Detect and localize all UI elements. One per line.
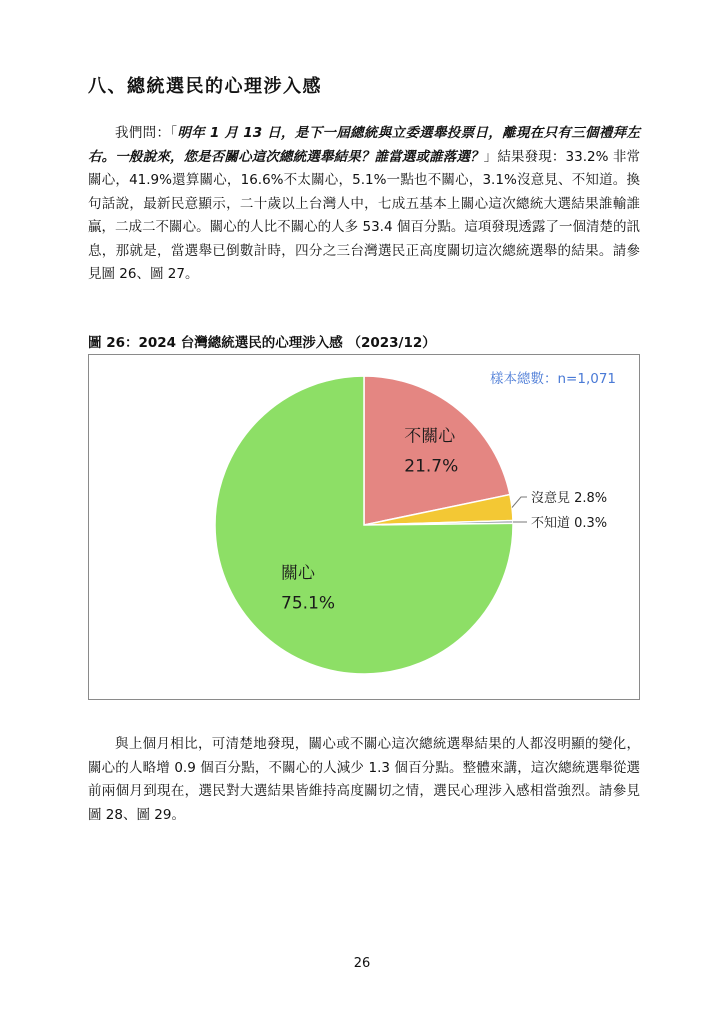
slice-outside-label: 不知道 0.3% bbox=[531, 516, 608, 531]
survey-question: 明年 1 月 13 日，是下一屆總統與立委選舉投票日，離現在只有三個禮拜左右。一般說來，您是否關心這次總統選舉結果？誰當選或誰落選？ bbox=[88, 125, 641, 165]
slice-name-label: 不關心 bbox=[404, 426, 456, 447]
pie-chart bbox=[89, 355, 639, 699]
paragraph-intro: 我們問：「 bbox=[115, 125, 178, 141]
page-number: 26 bbox=[353, 956, 371, 971]
paragraph-rest: 」結果發現：33.2% 非常關心，41.9%還算關心，16.6%不太關心，5.1%一點也不關心，3.1%沒意見、不知道。換句話說，最新民意顯示，二十歲以上台灣人中，七成五基本上關心這次總統大選結果誰輸誰贏，二成二不關心。關心的人比不關心的人多 53.4 個百分點。這項發現透露了一個清楚的訊息，那就是，當選舉已倒數計時，四分之三台灣選民正高度關切這次總統選舉的結果。請參見圖 26、圖 27。 bbox=[88, 148, 640, 282]
figure-caption: 圖 26：2024 台灣總統選民的心理涉入感 （2023/12） bbox=[88, 335, 436, 351]
pie-chart-frame bbox=[88, 354, 640, 700]
slice-name-label: 關心 bbox=[281, 563, 316, 584]
paragraph-comparison: 與上個月相比，可清楚地發現，關心或不關心這次總統選舉結果的人都沒明顯的變化，關心的人略增 0.9 個百分點，不關心的人減少 1.3 個百分點。整體來講，這次總統選舉從選前兩個月到現在，選民對大選結果皆維持高度關切之情，選民心理涉入感相當強烈。請參見圖 28、圖 29。 bbox=[88, 736, 640, 823]
pie-slices bbox=[215, 376, 513, 674]
slice-leader-line bbox=[512, 497, 527, 508]
sample-size-label: 樣本總數：n=1,071 bbox=[489, 371, 616, 387]
paragraph-survey-results bbox=[88, 122, 640, 287]
slice-outside-label: 沒意見 2.8% bbox=[531, 491, 608, 506]
slice-value-label: 75.1% bbox=[281, 593, 336, 614]
slice-value-label: 21.7% bbox=[404, 456, 459, 477]
section-heading: 八、總統選民的心理涉入感 bbox=[88, 76, 322, 97]
